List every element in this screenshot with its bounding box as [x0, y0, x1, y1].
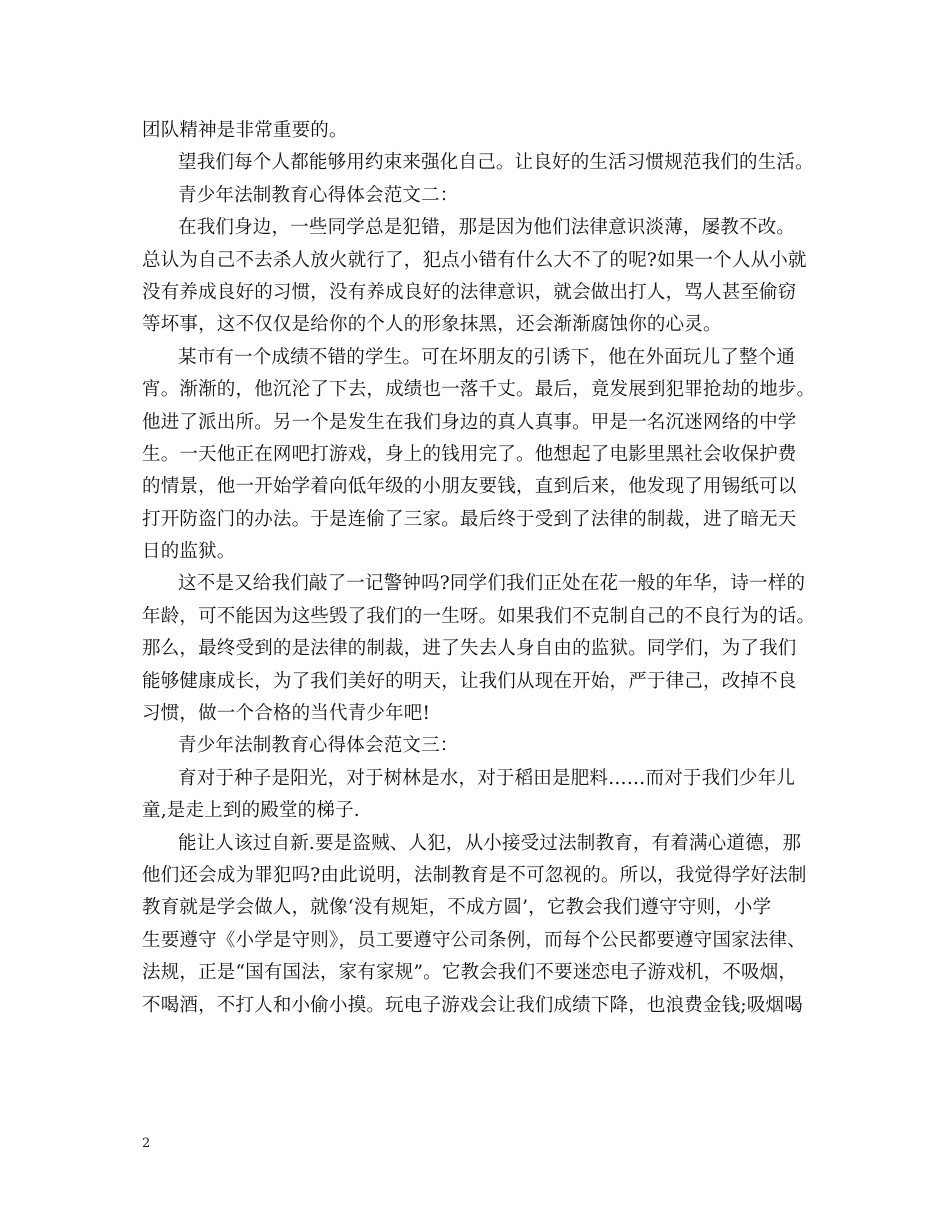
text-line: 某市有一个成绩不错的学生。可在坏朋友的引诱下，他在外面玩儿了整个通 — [178, 346, 796, 368]
text-line: 青少年法制教育心得体会范文二： — [178, 184, 459, 206]
text-line: 总认为自己不去杀人放火就行了，犯点小错有什么大不了的呢?如果一个人从小就 — [142, 249, 807, 271]
text-line: 法规，正是“国有国法，家有家规”。它教会我们不要迷恋电子游戏机，不吸烟， — [142, 962, 798, 984]
text-line: 青少年法制教育心得体会范文三： — [178, 735, 459, 757]
text-line: 他们还会成为罪犯吗?由此说明，法制教育是不可忽视的。所以，我觉得学好法制 — [142, 864, 807, 886]
text-line: 育对于种子是阳光，对于树林是水，对于稻田是肥料……而对于我们少年儿 — [178, 767, 796, 789]
text-line: 等坏事，这不仅仅是给你的个人的形象抹黑，还会渐渐腐蚀你的心灵。 — [142, 314, 722, 336]
text-line: 在我们身边，一些同学总是犯错，那是因为他们法律意识淡薄，屡教不改。 — [178, 217, 796, 239]
text-line: 能够健康成长，为了我们美好的明天，让我们从现在开始，严于律己，改掉不良 — [142, 670, 797, 692]
text-line: 生。一天他正在网吧打游戏，身上的钱用完了。他想起了电影里黑社会收保护费 — [142, 443, 797, 465]
text-line: 教育就是学会做人，就像‘没有规矩，不成方圆’，它教会我们遵守守则，小学 — [142, 897, 772, 919]
text-line: 打开防盗门的办法。于是连偷了三家。最后终于受到了法律的制裁，进了暗无天 — [142, 508, 797, 530]
text-line: 习惯，做一个合格的当代青少年吧! — [142, 703, 431, 725]
text-line: 不喝酒，不打人和小偷小摸。玩电子游戏会让我们成绩下降，也浪费金钱;吸烟喝 — [142, 994, 803, 1016]
text-line: 的情景，他一开始学着向低年级的小朋友要钱，直到后来，他发现了用锡纸可以 — [142, 476, 797, 498]
text-line: 年龄，可不能因为这些毁了我们的一生呀。如果我们不克制自己的不良行为的话。 — [142, 605, 816, 627]
text-line: 宵。渐渐的，他沉沦了下去，成绩也一落千丈。最后，竟发展到犯罪抢劫的地步。 — [142, 379, 816, 401]
text-line: 望我们每个人都能够用约束来强化自己。让良好的生活习惯规范我们的生活。 — [178, 152, 814, 174]
text-line: 生要遵守《小学是守则》，员工要遵守公司条例，而每个公民都要遵守国家法律、 — [142, 929, 806, 951]
text-line: 他进了派出所。另一个是发生在我们身边的真人真事。甲是一名沉迷网络的中学 — [142, 411, 797, 433]
text-line: 童,是走上到的殿堂的梯子. — [142, 800, 360, 822]
text-line: 日的监狱。 — [142, 541, 236, 563]
page-number: 2 — [142, 1136, 151, 1151]
text-line: 没有养成良好的习惯，没有养成良好的法律意识，就会做出打人，骂人甚至偷窃 — [142, 281, 797, 303]
text-line: 那么，最终受到的是法律的制裁，进了失去人身自由的监狱。同学们，为了我们 — [142, 638, 797, 660]
text-line: 能让人该过自新.要是盗贼、人犯，从小接受过法制教育，有着满心道德，那 — [178, 832, 802, 854]
text-line: 这不是又给我们敲了一记警钟吗?同学们我们正处在花一般的年华，诗一样的 — [178, 573, 806, 595]
text-line: 团队精神是非常重要的。 — [142, 120, 348, 141]
document-body — [142, 115, 818, 1022]
